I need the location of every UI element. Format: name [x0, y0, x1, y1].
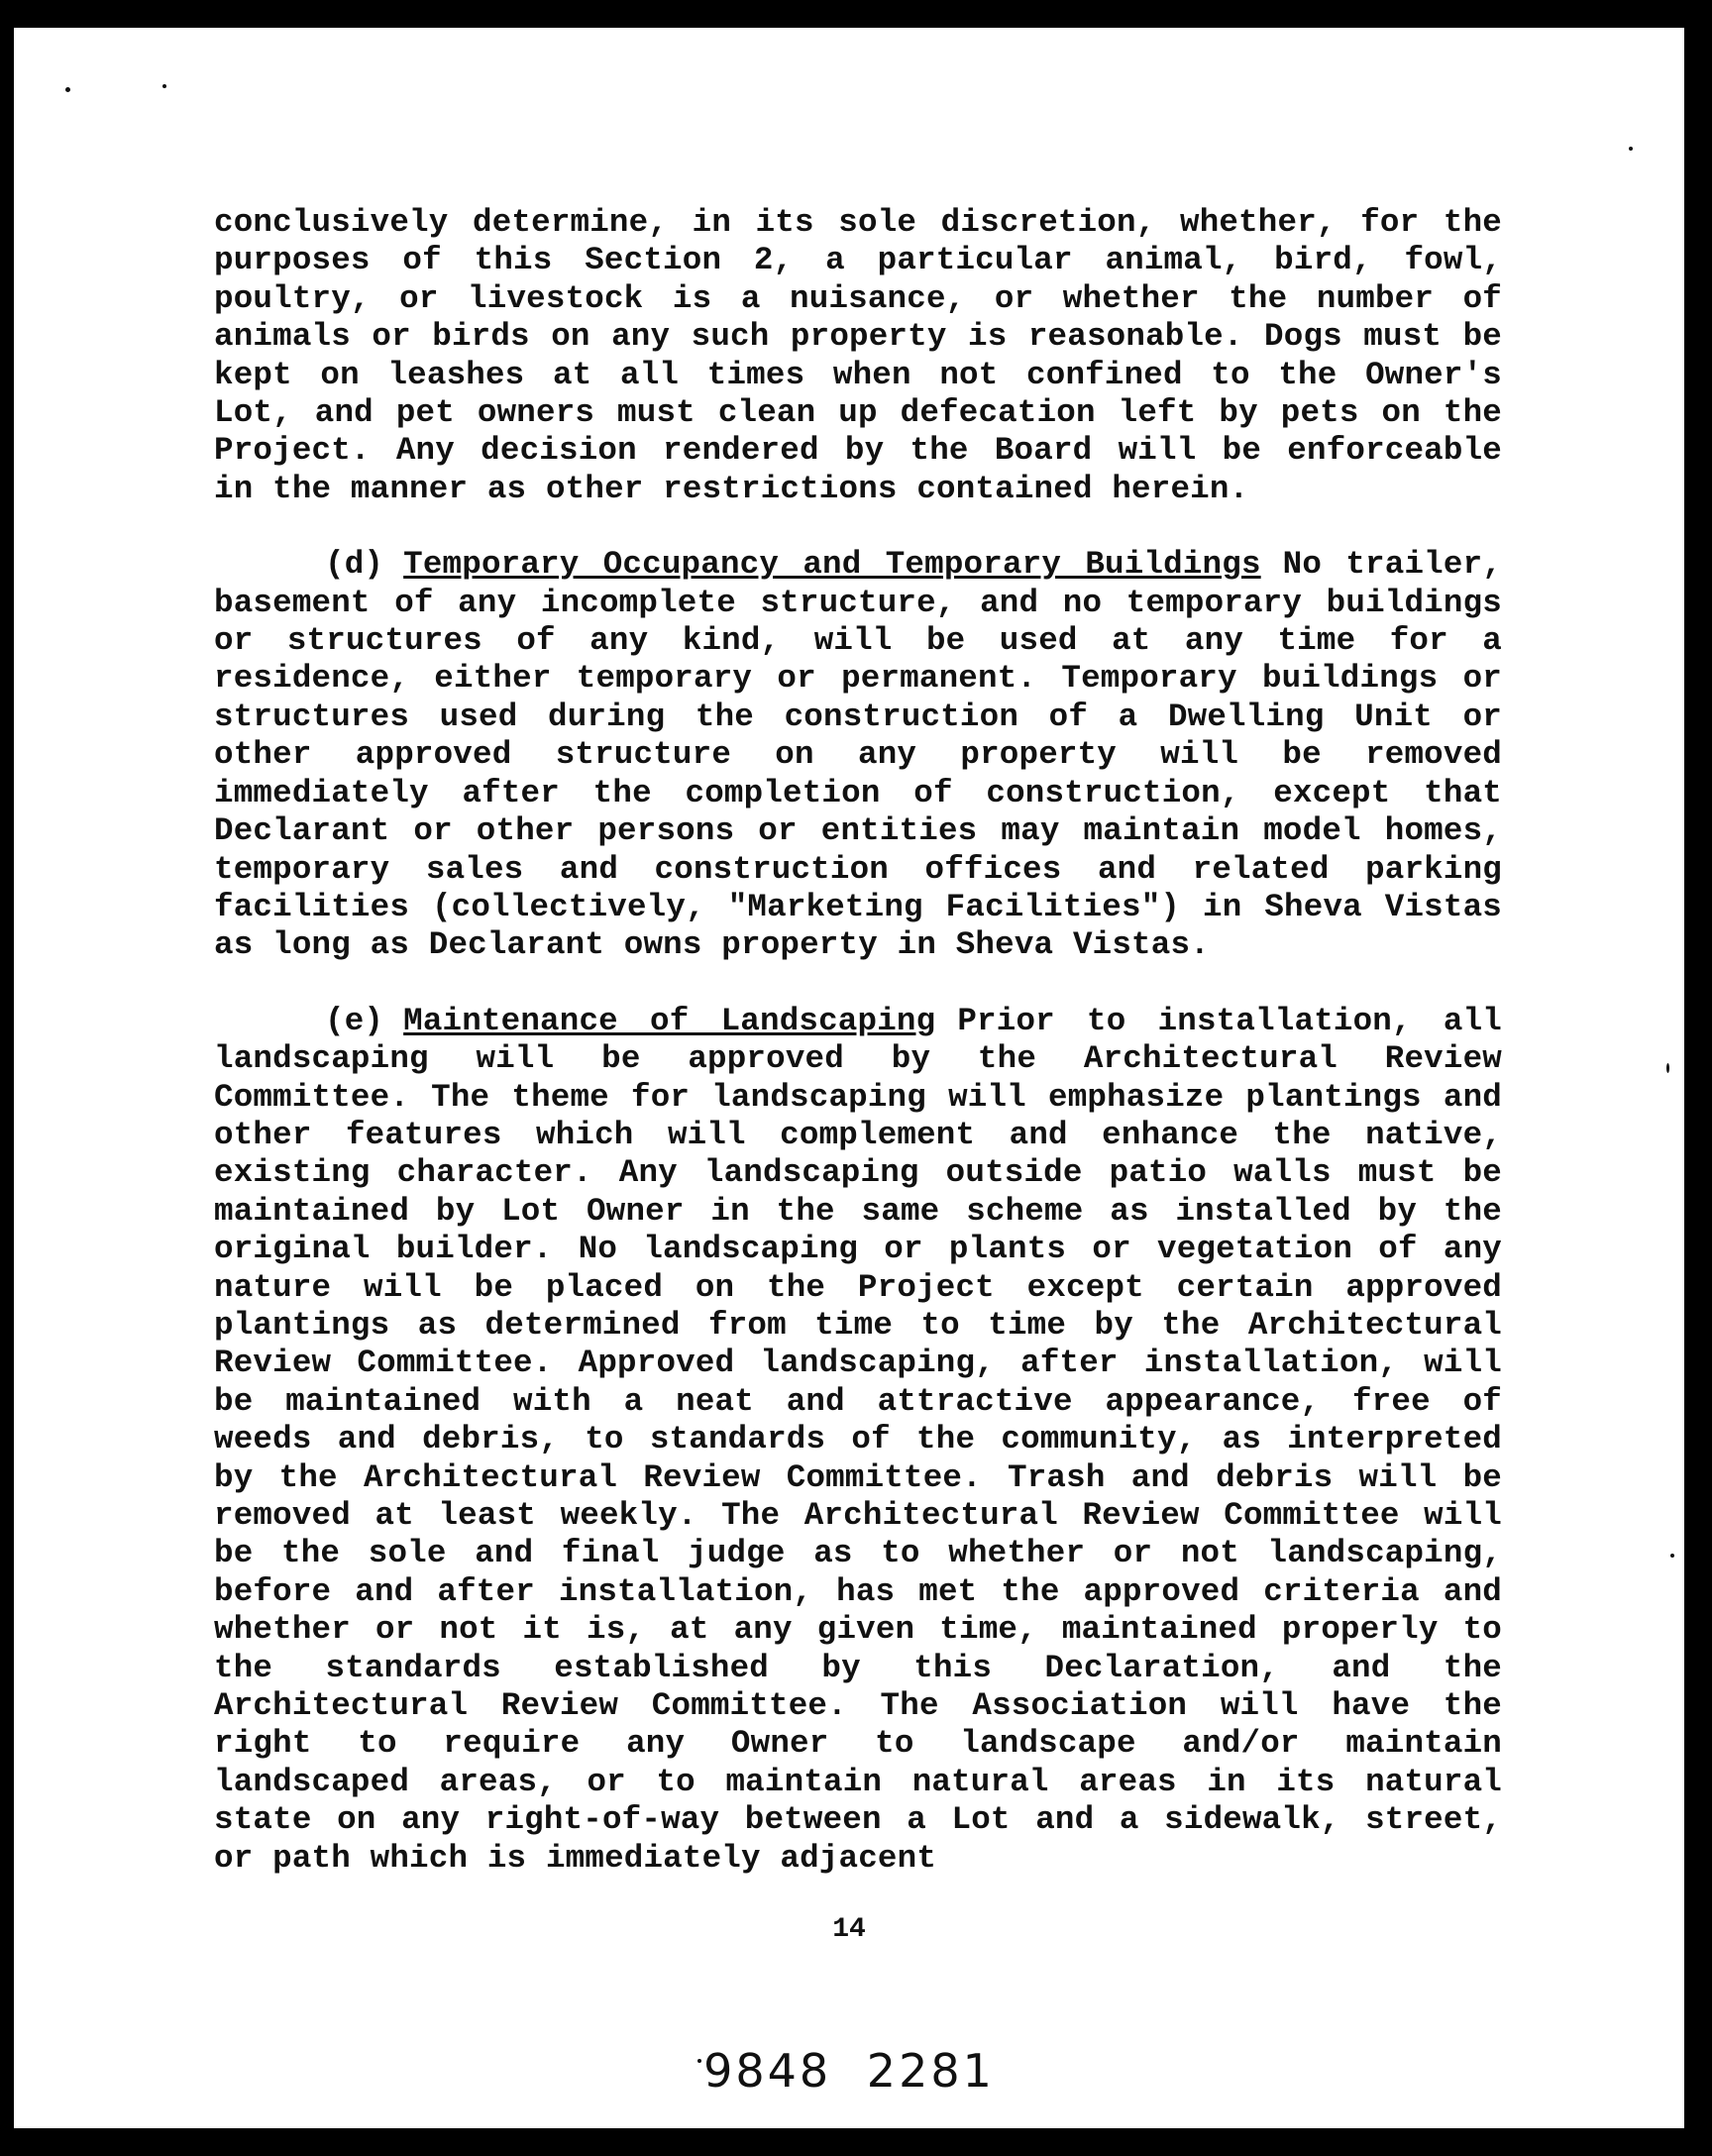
- section-heading: Maintenance of Landscaping: [403, 1002, 936, 1039]
- scan-speck: [1629, 147, 1633, 151]
- scan-speck: [1666, 1063, 1669, 1073]
- paragraph-text: conclusively determine, in its sole discretion, whether, for the purposes of this Section 2, a particular animal, bird, fowl, poultry, or livestock is a nuisance, or whether the number of animals or birds on any such property is reasonable. Dogs must be kept on leashes at all times when not confined to the Owner's Lot, and pet owners must clean up defecation left by pets on the Project. Any decision rendered by the Board will be enforceable in the manner as other restrictions contained herein.: [214, 204, 1502, 507]
- paragraph-text: Prior to installation, all landscaping will be approved by the Architectural Review Committee. The theme for landscaping will emphasize plantings and other features which will complement and enhance the native, existing character. Any landscaping outside patio walls must be maintained by Lot Owner in the same scheme as installed by the original builder. No landscaping or plants or vegetation of any nature will be placed on the Project except certain approved plantings as determined from time to time by the Architectural Review Committee. Approved landscaping, after installation, will be maintained with a neat and attractive appearance, free of weeds and debris, to standards of the community, as interpreted by the Architectural Review Committee. Trash and debris will be removed at least weekly. The Architectural Review Committee will be the sole and final judge as to whether or not landscaping, before and after installation, has met the approved criteria and whether or not it is, at any given time, maintained properly to the standards established by this Declaration, and the Architectural Review Committee. The Association will have the right to require any Owner to landscape and/or maintain landscaped areas, or to maintain natural areas in its natural state on any right-of-way between a Lot and a sidewalk, street, or path which is immediately adjacent: [214, 1002, 1502, 1877]
- paragraph-marker: (d): [325, 546, 384, 584]
- paragraph-temporary-occupancy: [214, 546, 1502, 964]
- document-id-stamp: 9848 2281: [703, 2044, 995, 2098]
- scan-speck: [1670, 1554, 1674, 1558]
- paragraph-maintenance-landscaping: [214, 1003, 1502, 1878]
- scan-speck: [162, 84, 166, 88]
- document-body: [214, 204, 1502, 1878]
- paragraph-text: No trailer, basement of any incomplete structure, and no temporary buildings or structures of any kind, will be used at any time for a residence, either temporary or permanent. Temporary buildings or structures used during the construction of a Dwelling Unit or other approved structure on any property will be removed immediately after the completion of construction, except that Declarant or other persons or entities may maintain model homes, temporary sales and construction offices and related parking facilities (collectively, "Marketing Facilities") in Sheva Vistas as long as Declarant owns property in Sheva Vistas.: [214, 546, 1502, 964]
- paragraph-continuation: [214, 204, 1502, 508]
- page-number: 14: [832, 1914, 866, 1945]
- section-heading: Temporary Occupancy and Temporary Buildings: [403, 546, 1261, 584]
- paragraph-marker: (e): [325, 1002, 384, 1039]
- scan-speck: [65, 87, 70, 92]
- document-page: [14, 28, 1684, 2128]
